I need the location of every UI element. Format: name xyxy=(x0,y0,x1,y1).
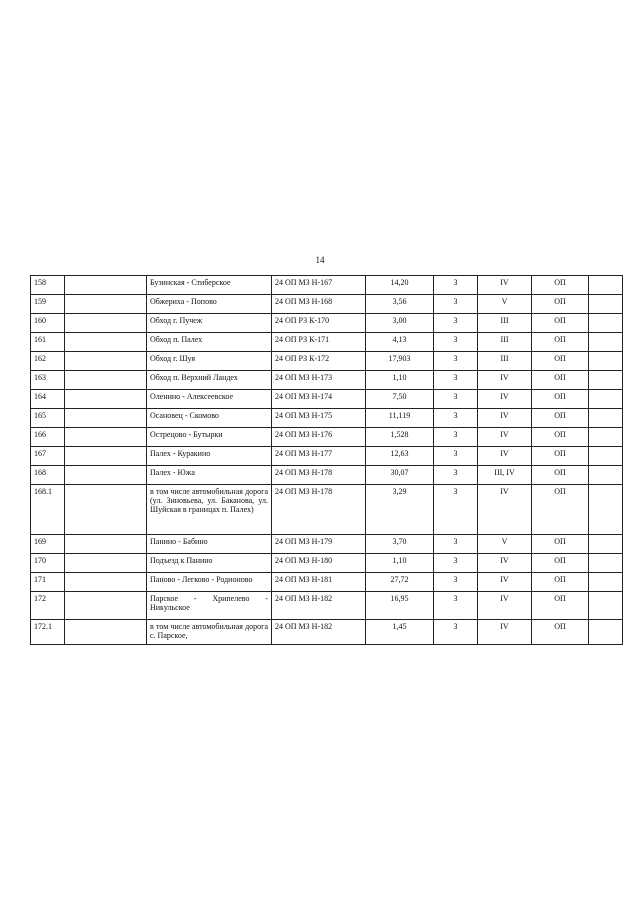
cell-road-code: 24 ОП РЗ К-172 xyxy=(272,352,366,371)
cell-road-code: 24 ОП МЗ Н-174 xyxy=(272,390,366,409)
table-row xyxy=(31,485,623,535)
cell-number: 171 xyxy=(31,573,65,592)
cell-length: 3,29 xyxy=(366,485,434,535)
table-body xyxy=(31,276,623,645)
table-row xyxy=(31,295,623,314)
cell-number: 162 xyxy=(31,352,65,371)
cell-number: 161 xyxy=(31,333,65,352)
cell-category: IV xyxy=(478,447,532,466)
cell-empty-last xyxy=(589,592,623,620)
cell-length: 3,00 xyxy=(366,314,434,333)
cell-lanes: 3 xyxy=(434,371,478,390)
cell-road-name: в том числе автомобильная дорога (ул. Зиновьева, ул. Баканова, ул. Шуйская в границах п. Палех) xyxy=(147,485,272,535)
cell-length: 17,903 xyxy=(366,352,434,371)
cell-road-name: Панино - Бабино xyxy=(147,535,272,554)
cell-type: ОП xyxy=(532,314,589,333)
table-row xyxy=(31,409,623,428)
cell-lanes: 3 xyxy=(434,409,478,428)
cell-road-code: 24 ОП МЗ Н-181 xyxy=(272,573,366,592)
cell-length: 7,50 xyxy=(366,390,434,409)
cell-type: ОП xyxy=(532,620,589,645)
cell-empty-last xyxy=(589,409,623,428)
cell-road-code: 24 ОП МЗ Н-173 xyxy=(272,371,366,390)
cell-category: IV xyxy=(478,554,532,573)
cell-length: 11,119 xyxy=(366,409,434,428)
page-number: 14 xyxy=(315,255,325,265)
cell-number: 159 xyxy=(31,295,65,314)
cell-empty xyxy=(65,295,147,314)
cell-empty-last xyxy=(589,535,623,554)
cell-empty xyxy=(65,390,147,409)
cell-road-name: Обжериха - Попово xyxy=(147,295,272,314)
cell-lanes: 3 xyxy=(434,573,478,592)
cell-empty xyxy=(65,554,147,573)
cell-road-code: 24 ОП РЗ К-170 xyxy=(272,314,366,333)
cell-category: IV xyxy=(478,276,532,295)
cell-lanes: 3 xyxy=(434,295,478,314)
table-row xyxy=(31,371,623,390)
cell-number: 168 xyxy=(31,466,65,485)
cell-type: ОП xyxy=(532,352,589,371)
cell-lanes: 3 xyxy=(434,466,478,485)
table-row xyxy=(31,620,623,645)
cell-type: ОП xyxy=(532,447,589,466)
cell-road-name: Подъезд к Панино xyxy=(147,554,272,573)
cell-type: ОП xyxy=(532,428,589,447)
cell-lanes: 3 xyxy=(434,390,478,409)
cell-number: 172.1 xyxy=(31,620,65,645)
cell-empty xyxy=(65,535,147,554)
cell-type: ОП xyxy=(532,554,589,573)
cell-lanes: 3 xyxy=(434,314,478,333)
cell-length: 14,20 xyxy=(366,276,434,295)
cell-length: 27,72 xyxy=(366,573,434,592)
cell-number: 172 xyxy=(31,592,65,620)
cell-empty-last xyxy=(589,466,623,485)
cell-empty xyxy=(65,371,147,390)
cell-empty-last xyxy=(589,390,623,409)
cell-number: 169 xyxy=(31,535,65,554)
cell-road-name: Оленино - Алексеевское xyxy=(147,390,272,409)
cell-road-code: 24 ОП МЗ Н-178 xyxy=(272,466,366,485)
cell-category: IV xyxy=(478,485,532,535)
cell-length: 1,10 xyxy=(366,554,434,573)
cell-empty xyxy=(65,573,147,592)
cell-empty xyxy=(65,485,147,535)
cell-lanes: 3 xyxy=(434,620,478,645)
cell-category: IV xyxy=(478,371,532,390)
cell-type: ОП xyxy=(532,485,589,535)
table-row xyxy=(31,447,623,466)
cell-length: 1,10 xyxy=(366,371,434,390)
cell-road-name: в том числе автомобильная дорога с. Парское, xyxy=(147,620,272,645)
cell-number: 168.1 xyxy=(31,485,65,535)
cell-lanes: 3 xyxy=(434,428,478,447)
cell-type: ОП xyxy=(532,276,589,295)
cell-empty xyxy=(65,466,147,485)
cell-empty-last xyxy=(589,554,623,573)
cell-empty xyxy=(65,314,147,333)
cell-number: 167 xyxy=(31,447,65,466)
cell-road-code: 24 ОП МЗ Н-180 xyxy=(272,554,366,573)
cell-road-code: 24 ОП МЗ Н-177 xyxy=(272,447,366,466)
cell-length: 4,13 xyxy=(366,333,434,352)
cell-number: 164 xyxy=(31,390,65,409)
cell-type: ОП xyxy=(532,573,589,592)
cell-empty-last xyxy=(589,333,623,352)
cell-empty-last xyxy=(589,295,623,314)
cell-empty-last xyxy=(589,276,623,295)
cell-type: ОП xyxy=(532,333,589,352)
cell-lanes: 3 xyxy=(434,592,478,620)
table-row xyxy=(31,466,623,485)
cell-road-name: Палех - Южа xyxy=(147,466,272,485)
cell-empty-last xyxy=(589,352,623,371)
cell-lanes: 3 xyxy=(434,276,478,295)
cell-lanes: 3 xyxy=(434,447,478,466)
cell-category: IV xyxy=(478,592,532,620)
cell-empty xyxy=(65,352,147,371)
cell-road-name: Бузинская - Стиберское xyxy=(147,276,272,295)
cell-road-code: 24 ОП РЗ К-171 xyxy=(272,333,366,352)
cell-road-code: 24 ОП МЗ Н-182 xyxy=(272,592,366,620)
cell-length: 30,07 xyxy=(366,466,434,485)
table-row xyxy=(31,333,623,352)
cell-type: ОП xyxy=(532,466,589,485)
cell-road-name: Паново - Легково - Родионово xyxy=(147,573,272,592)
cell-empty xyxy=(65,409,147,428)
cell-road-name: Осановец - Скомово xyxy=(147,409,272,428)
cell-length: 3,70 xyxy=(366,535,434,554)
cell-empty xyxy=(65,276,147,295)
cell-empty-last xyxy=(589,573,623,592)
cell-empty-last xyxy=(589,620,623,645)
cell-type: ОП xyxy=(532,592,589,620)
table-row xyxy=(31,314,623,333)
cell-lanes: 3 xyxy=(434,352,478,371)
cell-type: ОП xyxy=(532,535,589,554)
cell-number: 170 xyxy=(31,554,65,573)
cell-number: 166 xyxy=(31,428,65,447)
cell-number: 160 xyxy=(31,314,65,333)
cell-road-name: Палех - Куракино xyxy=(147,447,272,466)
cell-category: III xyxy=(478,333,532,352)
table-row xyxy=(31,554,623,573)
table-row xyxy=(31,390,623,409)
table-row xyxy=(31,573,623,592)
cell-empty-last xyxy=(589,428,623,447)
table-row xyxy=(31,592,623,620)
cell-category: III xyxy=(478,352,532,371)
cell-length: 12,63 xyxy=(366,447,434,466)
cell-category: V xyxy=(478,535,532,554)
cell-length: 1,45 xyxy=(366,620,434,645)
cell-category: IV xyxy=(478,573,532,592)
cell-lanes: 3 xyxy=(434,333,478,352)
cell-road-code: 24 ОП МЗ Н-176 xyxy=(272,428,366,447)
cell-number: 158 xyxy=(31,276,65,295)
cell-type: ОП xyxy=(532,409,589,428)
cell-road-name: Острецово - Бутырки xyxy=(147,428,272,447)
cell-road-name: Обход п. Верхний Ландех xyxy=(147,371,272,390)
cell-category: IV xyxy=(478,620,532,645)
cell-lanes: 3 xyxy=(434,554,478,573)
cell-empty xyxy=(65,428,147,447)
cell-empty xyxy=(65,592,147,620)
cell-road-code: 24 ОП МЗ Н-178 xyxy=(272,485,366,535)
cell-lanes: 3 xyxy=(434,535,478,554)
cell-category: III, IV xyxy=(478,466,532,485)
cell-number: 165 xyxy=(31,409,65,428)
cell-length: 16,95 xyxy=(366,592,434,620)
cell-road-name: Обход г. Пучеж xyxy=(147,314,272,333)
cell-road-code: 24 ОП МЗ Н-168 xyxy=(272,295,366,314)
cell-empty xyxy=(65,333,147,352)
cell-category: IV xyxy=(478,409,532,428)
cell-road-code: 24 ОП МЗ Н-175 xyxy=(272,409,366,428)
cell-empty xyxy=(65,620,147,645)
cell-road-code: 24 ОП МЗ Н-167 xyxy=(272,276,366,295)
cell-category: III xyxy=(478,314,532,333)
cell-empty-last xyxy=(589,447,623,466)
cell-lanes: 3 xyxy=(434,485,478,535)
cell-length: 1,528 xyxy=(366,428,434,447)
cell-type: ОП xyxy=(532,390,589,409)
cell-road-name: Обход г. Шуя xyxy=(147,352,272,371)
cell-road-name: Обход п. Палех xyxy=(147,333,272,352)
roads-table xyxy=(30,275,623,645)
cell-type: ОП xyxy=(532,371,589,390)
table-row xyxy=(31,352,623,371)
cell-category: IV xyxy=(478,390,532,409)
cell-category: IV xyxy=(478,428,532,447)
cell-length: 3,56 xyxy=(366,295,434,314)
table-row xyxy=(31,535,623,554)
table-row xyxy=(31,276,623,295)
cell-empty-last xyxy=(589,314,623,333)
cell-road-code: 24 ОП МЗ Н-182 xyxy=(272,620,366,645)
cell-category: V xyxy=(478,295,532,314)
cell-number: 163 xyxy=(31,371,65,390)
table-row xyxy=(31,428,623,447)
cell-road-name: Парское - Хрипелево - Никульское xyxy=(147,592,272,620)
cell-empty xyxy=(65,447,147,466)
cell-road-code: 24 ОП МЗ Н-179 xyxy=(272,535,366,554)
cell-empty-last xyxy=(589,371,623,390)
cell-type: ОП xyxy=(532,295,589,314)
cell-empty-last xyxy=(589,485,623,535)
